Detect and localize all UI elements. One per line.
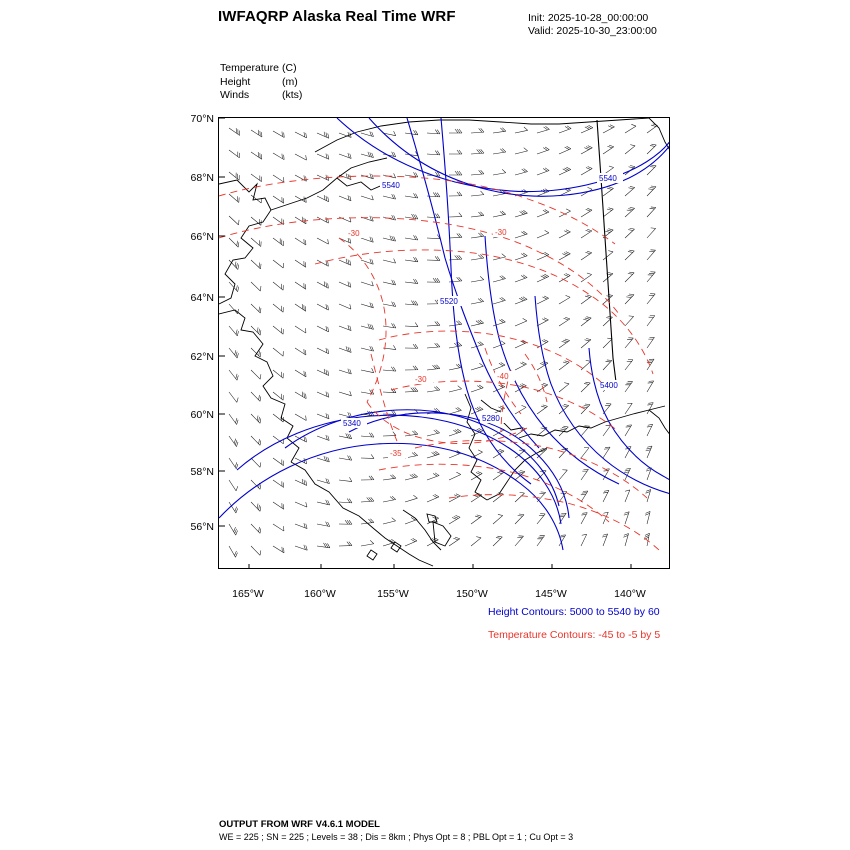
temp-label-30-south: -30	[415, 375, 427, 384]
ytick-label-62N: 62°N	[190, 351, 214, 363]
height-contour-5340	[485, 236, 619, 484]
temp-contour-15	[415, 441, 647, 499]
xtick-label-165W: 165°W	[232, 588, 264, 600]
xtick-label-155W: 155°W	[377, 588, 409, 600]
init-valid-block	[528, 12, 657, 38]
coastline-bristol-bay	[291, 462, 433, 566]
temp-label-30-central: -30	[495, 228, 507, 237]
height-contour-5040	[237, 415, 561, 524]
units-row-temperature	[220, 62, 302, 76]
island-small-2	[367, 550, 377, 560]
units-value-temperature: (C)	[282, 62, 297, 74]
temp-contour-45	[219, 176, 615, 244]
height-contour-5280	[535, 296, 670, 494]
xtick-label-150W: 150°W	[456, 588, 488, 600]
temp-label-40: -40	[497, 372, 509, 381]
xtick-label-145W: 145°W	[535, 588, 567, 600]
ytick-label-64N: 64°N	[190, 292, 214, 304]
temp-label-35-south: -35	[390, 449, 402, 458]
coastline-kotzebue	[271, 158, 387, 210]
temp-contour-35a	[315, 250, 653, 374]
height-label-5540-northeast: 5540	[599, 174, 617, 183]
coastline-brooks-inlet	[337, 178, 385, 190]
init-time: Init: 2025-10-28_00:00:00	[528, 12, 649, 24]
xtick-label-160W: 160°W	[304, 588, 336, 600]
temperature-contour-legend: Temperature Contours: -45 to -5 by 5	[488, 629, 661, 641]
map-canvas	[219, 118, 670, 569]
height-label-5540-north: 5540	[382, 181, 400, 190]
island-kodiak	[433, 522, 451, 546]
ytick-label-70N: 70°N	[190, 113, 214, 125]
ytick-label-60N: 60°N	[190, 409, 214, 421]
height-label-5400: 5400	[600, 381, 618, 390]
units-value-winds: (kts)	[282, 89, 303, 101]
temp-contour-40a	[219, 218, 619, 314]
page-title: IWFAQRP Alaska Real Time WRF	[218, 8, 456, 25]
coastline-layer	[219, 118, 670, 566]
temp-contour-10	[379, 464, 609, 522]
units-label-temperature: Temperature	[220, 62, 279, 74]
temp-label-30-west: -30	[348, 229, 360, 238]
canada-border	[597, 120, 617, 390]
coastline-cook-inlet	[465, 394, 487, 500]
ytick-label-66N: 66°N	[190, 231, 214, 243]
map-plot-area	[218, 117, 670, 569]
ytick-label-56N: 56°N	[190, 521, 214, 533]
footer-line-1: OUTPUT FROM WRF V4.6.1 MODEL	[219, 819, 380, 830]
coastline-northwest	[219, 180, 271, 304]
units-label-winds: Winds	[220, 89, 250, 101]
height-contour-5160	[349, 413, 569, 518]
height-label-5520: 5520	[440, 297, 458, 306]
units-row-winds	[220, 89, 302, 103]
coastline-pws	[519, 406, 665, 438]
footer-line-2: WE = 225 ; SN = 225 ; Levels = 38 ; Dis = 8km ; Phys Opt = 8 ; PBL Opt = 1 ; Cu Opt = 3	[219, 832, 574, 842]
island-afognak	[427, 514, 437, 522]
units-legend	[220, 62, 302, 103]
coastline-se-alaska	[649, 410, 670, 436]
temp-contour-25	[379, 331, 601, 382]
temp-contour-30a	[339, 238, 386, 402]
ytick-label-58N: 58°N	[190, 466, 214, 478]
units-value-height: (m)	[282, 75, 298, 88]
units-label-height: Height	[220, 75, 251, 88]
axis-ticks	[219, 118, 631, 569]
height-contour-5220	[589, 348, 670, 480]
height-contour-5540b	[369, 118, 670, 196]
coastline-susitna	[481, 400, 501, 412]
height-label-5280: 5280	[482, 414, 500, 423]
units-row-height	[220, 76, 302, 90]
height-contour-legend: Height Contours: 5000 to 5540 by 60	[488, 606, 660, 618]
ytick-label-68N: 68°N	[190, 172, 214, 184]
coastline-ne-arctic	[649, 118, 670, 152]
valid-time: Valid: 2025-10-30_23:00:00	[528, 25, 657, 37]
height-contour-5000	[219, 443, 563, 550]
temp-contour-extra-1	[371, 354, 399, 446]
height-contour-5480	[407, 118, 539, 448]
height-label-5340: 5340	[343, 419, 361, 428]
xtick-label-140W: 140°W	[614, 588, 646, 600]
wind-barb-field	[229, 122, 658, 557]
model-footer	[219, 819, 573, 843]
